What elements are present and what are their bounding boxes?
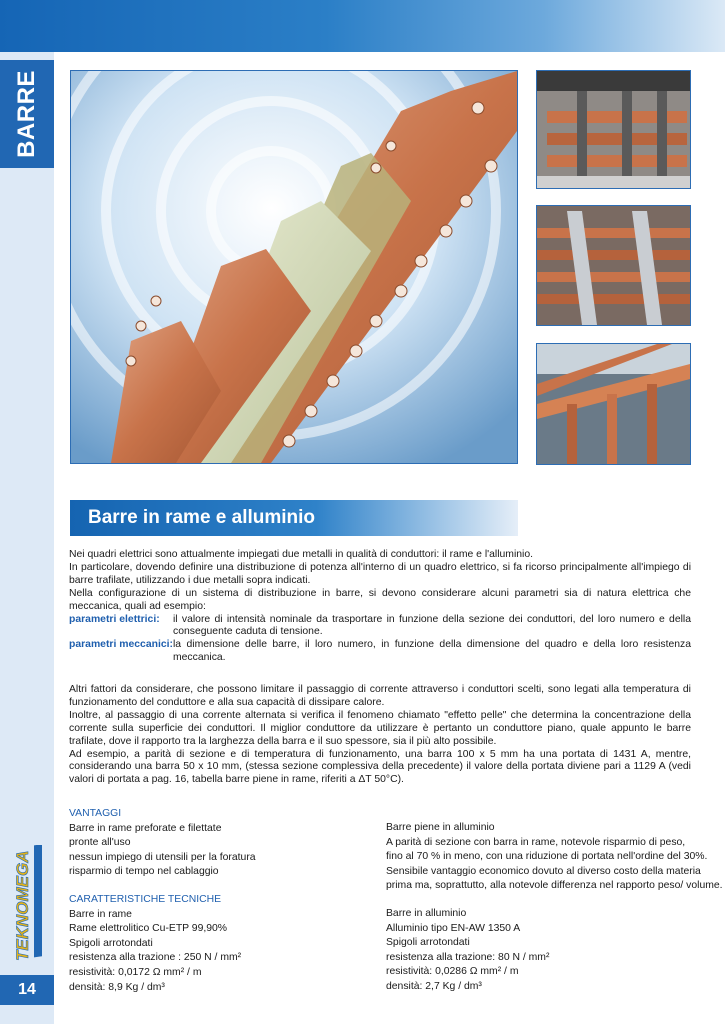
photo-busbar-assembly (536, 70, 691, 189)
spec-line: densità: 8,9 Kg / dm³ (69, 981, 165, 993)
spec-line: resistività: 0,0172 Ω mm² / m (69, 966, 202, 978)
spec-line: resistenza alla trazione : 250 N / mm² (69, 952, 242, 964)
body-text (69, 684, 691, 787)
specs-heading: CARATTERISTICHE TECNICHE (69, 894, 222, 905)
vantaggi-line: prima ma, soprattutto, alla notevole differenza nel rapporto peso/ volume. (386, 880, 723, 892)
body-paragraph: Ad esempio, a parità di sezione e di temperatura di funzionamento, una barra 100 x 5 mm ha una portata di 1431 A, mentre, considerando una barra 50 x 10 mm, (stessa sezione complessiva della precedente) il valore della portata diviene pari a 1129 A (vedi valori di portata a pag. 16, tabella barre piene in rame, riferiti a ΔT 50°C). (69, 748, 691, 786)
param-electrical (69, 614, 691, 640)
spec-line: Spigoli arrotondati (69, 937, 153, 949)
vantaggi-heading: VANTAGGI (69, 808, 122, 819)
body-paragraph: Inoltre, al passaggio di una corrente alternata si verifica il fenomeno chiamato "effetto pelle" che determina la concentrazione della corrente sulla superficie dei conduttori. Il miglior conduttore da utilizzare è pertanto un conduttore piano, quale appunto le barre trafilate, dove il rapporto tra la larghezza della barra e il suo spessore, sia il più alto possibile. (69, 709, 691, 747)
spec-line: densità: 2,7 Kg / dm³ (386, 980, 482, 992)
vantaggi-left-title: Barre in rame preforate e filettate (69, 822, 222, 834)
specs-left (69, 893, 241, 995)
param-mechanical (69, 639, 691, 665)
body-paragraph: Altri fattori da considerare, che possono limitare il passaggio di corrente attraverso i conduttori scelti, sono legati alla temperatura di funzionamento del conduttore e alla sua capacità di dissipare calore. (69, 684, 691, 708)
vantaggi-line: pronte all'uso (69, 837, 131, 849)
vantaggi-line: Sensibile vantaggio economico dovuto al diverso costo della materia (386, 865, 701, 877)
page-title: Barre in rame e alluminio (88, 507, 316, 528)
teknomega-logo (8, 845, 48, 965)
svg-text:TEKNOMEGA: TEKNOMEGA (13, 850, 32, 961)
photo-busbar-installation (536, 343, 691, 465)
intro-paragraph: In particolare, dovendo definire una distribuzione di potenza all'interno di un quadro elettrico, si fa ricorso principalmente all'impiego di barre trafilate, utilizzando i due metalli sopra indicati. (69, 561, 691, 586)
spec-line: Spigoli arrotondati (386, 937, 470, 949)
header-band (0, 0, 725, 52)
vantaggi-right-title: Barre piene in alluminio (386, 822, 495, 833)
intro-paragraph: Nei quadri elettrici sono attualmente impiegati due metalli in qualità di conduttori: il rame e l'alluminio. (69, 549, 534, 560)
specs-right-title: Barre in alluminio (386, 908, 467, 919)
spec-line: resistività: 0,0286 Ω mm² / m (386, 966, 519, 978)
vantaggi-line: A parità di sezione con barra in rame, notevole risparmio di peso, (386, 836, 686, 848)
spec-line: resistenza alla trazione: 80 N / mm² (386, 951, 550, 963)
page-title-bar (70, 500, 518, 536)
photo-busbar-supports (536, 205, 691, 326)
vantaggi-left (69, 807, 256, 880)
param-label: parametri meccanici: (69, 639, 173, 651)
section-label: BARRE (13, 70, 40, 158)
param-value: la dimensione delle barre, il loro numero, in funzione della dimensione del quadro e della loro resistenza meccanica. (173, 639, 691, 664)
main-photo (70, 70, 518, 464)
intro-paragraph: Nella configurazione di un sistema di distribuzione in barre, si devono considerare alcuni parametri sia di natura elettrica che meccanica, quali ad esempio: (69, 587, 691, 612)
spec-line: Rame elettrolitico Cu-ETP 99,90% (69, 923, 228, 935)
vantaggi-right (386, 821, 723, 894)
intro-text (69, 549, 691, 665)
param-label: parametri elettrici: (69, 613, 160, 625)
vantaggi-line: fino al 70 % in meno, con una riduzione di portata nell'ordine del 30%. (386, 851, 708, 863)
section-tab (0, 60, 54, 168)
vantaggi-line: nessun impiego di utensili per la foratura (69, 851, 256, 863)
specs-right (386, 907, 549, 995)
param-value: il valore di intensità nominale da trasportare in funzione della sezione dei conduttori, del loro numero e della conseguente caduta di tensione. (173, 613, 691, 638)
page-number: 14 (0, 975, 54, 1005)
spec-line: Alluminio tipo EN-AW 1350 A (386, 922, 521, 934)
vantaggi-line: risparmio di tempo nel cablaggio (69, 866, 219, 878)
specs-left-title: Barre in rame (69, 908, 132, 920)
